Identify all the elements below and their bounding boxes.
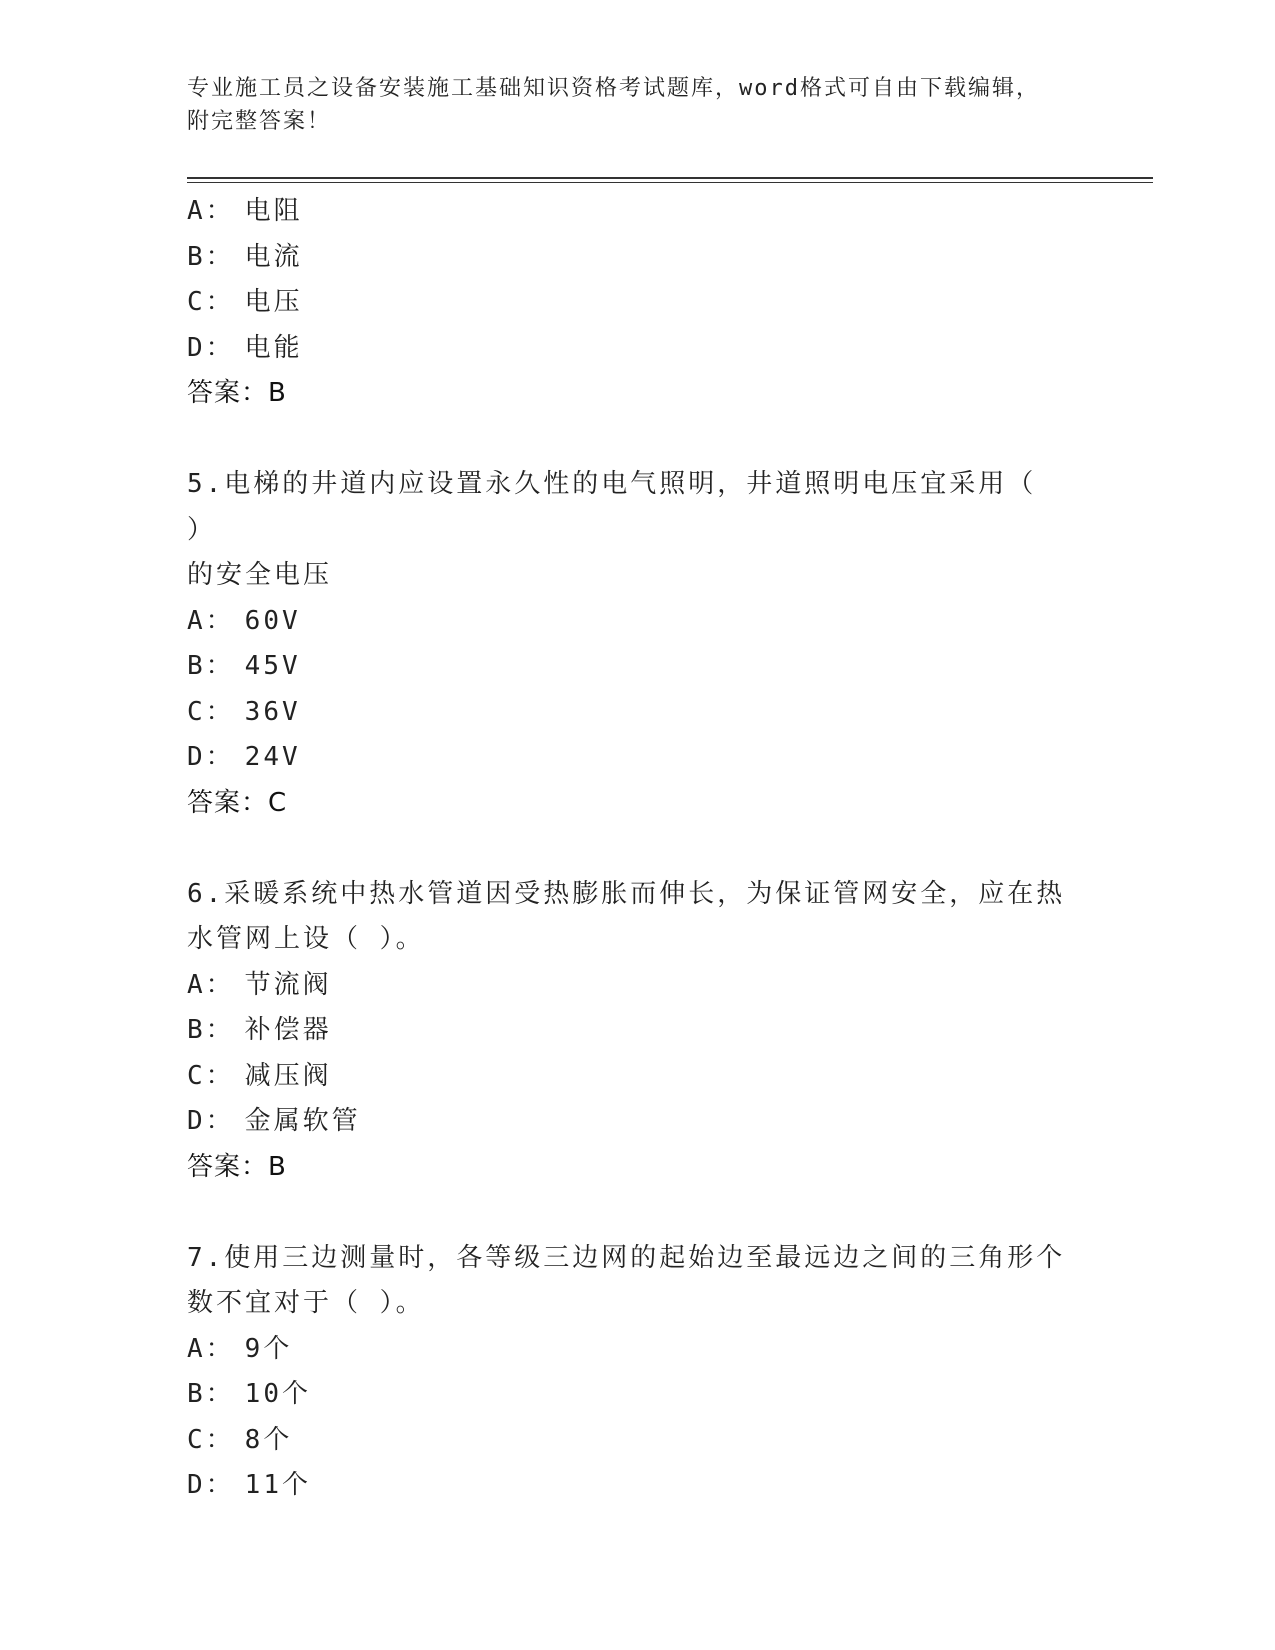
option-label: C (187, 287, 206, 317)
spacer (187, 1190, 1067, 1236)
option-a: A： 节流阀 (187, 969, 332, 1000)
option-a: A： 9个 (187, 1333, 293, 1364)
option-text: 10个 (244, 1379, 311, 1409)
option-label: B (187, 1379, 206, 1409)
option-label: B (187, 241, 206, 272)
option-text: 11个 (244, 1470, 311, 1500)
header-rule-thick (187, 177, 1153, 179)
answer-line: 答案：B (187, 1151, 287, 1182)
question-stem (187, 872, 1067, 963)
option-label: B (187, 1015, 206, 1045)
question-7 (187, 1236, 1067, 1509)
option-d: D： 电能 (187, 332, 303, 363)
option-text: 电流 (244, 241, 303, 272)
option-label: C (187, 1424, 206, 1455)
option-b: B： 10个 (187, 1379, 311, 1409)
stem-line-2: 的安全电压 (187, 560, 333, 590)
header-rule-thin (187, 182, 1153, 183)
option-d: D： 24V (187, 742, 301, 772)
header-line-2: 附完整答案！ (187, 109, 332, 134)
option-c: C： 减压阀 (187, 1060, 332, 1091)
question-5 (187, 462, 1067, 826)
option-d: D： 金属软管 (187, 1106, 361, 1136)
option-text: 36V (244, 696, 301, 727)
option-label: A (187, 1333, 206, 1364)
option-c: C： 36V (187, 696, 301, 727)
document-header (187, 72, 1067, 138)
option-label: A (187, 605, 206, 636)
option-text: 电压 (244, 287, 303, 317)
stem-line-1: 6.采暖系统中热水管道因受热膨胀而伸长，为保证管网安全，应在热 (187, 878, 1066, 909)
stem-line-1: 7.使用三边测量时，各等级三边网的起始边至最远边之间的三角形个 (187, 1242, 1066, 1273)
option-text: 电阻 (244, 196, 303, 226)
option-c: C： 电压 (187, 287, 303, 317)
answer-line: 答案：B (187, 378, 287, 408)
option-text: 24V (244, 742, 301, 772)
option-label: D (187, 1470, 206, 1500)
option-text: 减压阀 (244, 1060, 332, 1091)
option-text: 45V (244, 651, 301, 681)
option-d: D： 11个 (187, 1470, 311, 1500)
spacer (187, 417, 1067, 463)
option-label: C (187, 696, 206, 727)
question-stem (187, 1236, 1067, 1327)
option-label: B (187, 651, 206, 681)
option-label: D (187, 1106, 206, 1136)
option-label: A (187, 969, 206, 1000)
option-a: A： 电阻 (187, 196, 303, 226)
option-text: 60V (244, 605, 301, 636)
option-label: C (187, 1060, 206, 1091)
option-text: 8个 (244, 1424, 293, 1455)
option-text: 金属软管 (244, 1106, 361, 1136)
option-b: B： 电流 (187, 241, 303, 272)
option-a: A： 60V (187, 605, 301, 636)
option-text: 节流阀 (244, 969, 332, 1000)
header-line-1: 专业施工员之设备安装施工基础知识资格考试题库，word格式可自由下载编辑， (187, 76, 1040, 101)
option-text: 电能 (244, 332, 303, 363)
answer-line: 答案：C (187, 787, 288, 818)
option-text: 补偿器 (244, 1015, 332, 1045)
option-c: C： 8个 (187, 1424, 293, 1455)
question-4 (187, 189, 1067, 417)
question-list (187, 189, 1067, 1509)
question-6 (187, 872, 1067, 1191)
option-b: B： 补偿器 (187, 1015, 332, 1045)
spacer (187, 826, 1067, 872)
stem-line-2: 水管网上设（ ）。 (187, 924, 425, 954)
option-label: D (187, 742, 206, 772)
option-text: 9个 (244, 1333, 293, 1364)
stem-line-2: 数不宜对于（ ）。 (187, 1288, 425, 1318)
option-b: B： 45V (187, 651, 301, 681)
option-label: A (187, 196, 206, 226)
question-stem (187, 462, 1067, 599)
stem-line-1: 5.电梯的井道内应设置永久性的电气照明，井道照明电压宜采用（ ） (187, 469, 1037, 545)
option-label: D (187, 332, 206, 363)
